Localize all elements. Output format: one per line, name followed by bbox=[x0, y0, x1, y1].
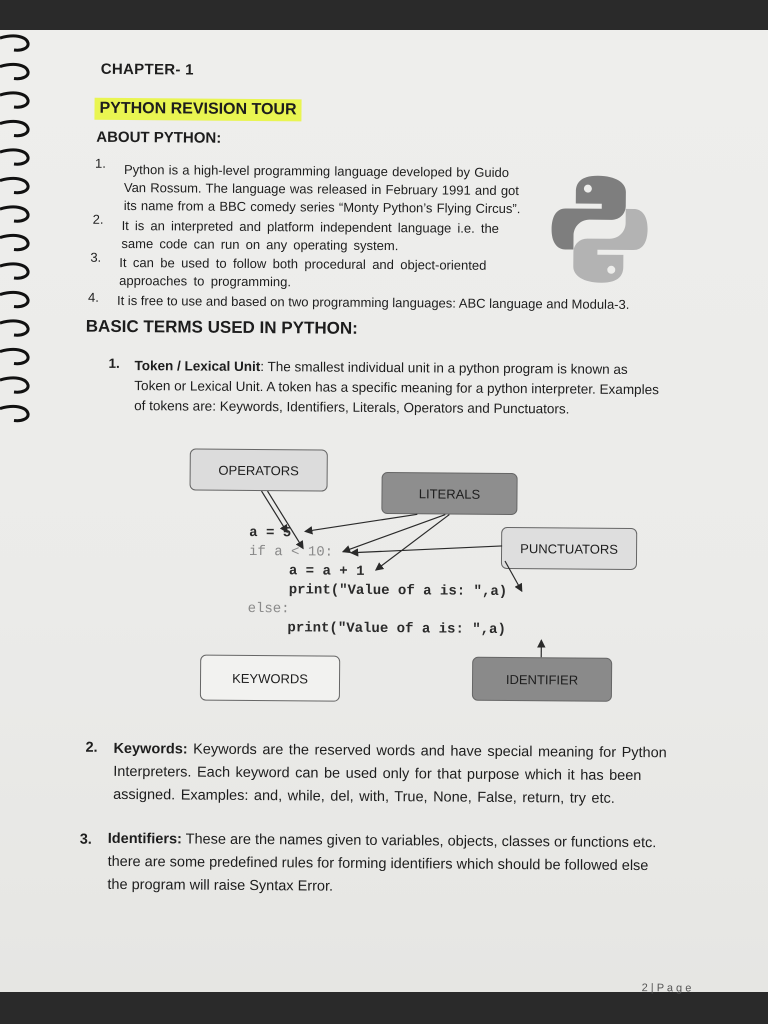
code-line: print("Value of a is: ",a) bbox=[287, 620, 506, 638]
code-line: print("Value of a is: ",a) bbox=[288, 582, 508, 601]
about-heading: ABOUT PYTHON: bbox=[96, 128, 222, 147]
page-title: PYTHON REVISION TOUR bbox=[94, 98, 301, 122]
term-number: 2. bbox=[85, 739, 98, 756]
term-line: there are some predefined rules for forming identifiers which should be followed else bbox=[107, 853, 649, 875]
term-line: Interpreters. Each keyword can be used only for that purpose which it has been bbox=[113, 763, 642, 785]
about-line: same code can run on any operating system. bbox=[121, 235, 399, 254]
term-keywords bbox=[113, 738, 667, 811]
term-text: Keywords are the reserved words and have special meaning for Python bbox=[187, 741, 667, 762]
arrow-operators-assign bbox=[261, 491, 287, 532]
code-line: else: bbox=[247, 600, 290, 618]
about-line: Van Rossum. The language was released in February 1991 and got bbox=[123, 179, 519, 199]
term-line: of tokens are: Keywords, Identifiers, Literals, Operators and Punctuators. bbox=[134, 398, 570, 417]
about-item-number: 1. bbox=[95, 155, 106, 171]
chapter-label: CHAPTER- 1 bbox=[100, 60, 194, 79]
about-item-number: 3. bbox=[90, 249, 102, 265]
about-item-number: 2. bbox=[92, 211, 104, 227]
identifier-box: IDENTIFIER bbox=[472, 657, 612, 702]
code-line: a = 5 bbox=[249, 524, 292, 542]
term-line: the program will raise Syntax Error. bbox=[107, 876, 334, 895]
term-text: : The smallest individual unit in a python program is known as bbox=[260, 359, 628, 377]
arrow-punct-colon bbox=[351, 545, 502, 554]
arrow-literals-10 bbox=[343, 514, 445, 553]
keywords-box: KEYWORDS bbox=[200, 655, 340, 702]
term-label: Token / Lexical Unit bbox=[134, 358, 261, 375]
term-line: Token or Lexical Unit. A token has a specific meaning for a python interpreter. Examples bbox=[134, 378, 659, 398]
operators-box: OPERATORS bbox=[190, 449, 328, 492]
about-line: It is an interpreted and platform independent language i.e. the bbox=[121, 217, 500, 236]
term-identifiers bbox=[107, 828, 656, 901]
arrow-punct-quote bbox=[505, 561, 522, 591]
arrow-literals-5 bbox=[305, 513, 417, 532]
page-number: 2 | P a g e bbox=[641, 982, 692, 995]
code-line: if a < 10: bbox=[248, 543, 334, 561]
arrow-operators-less bbox=[267, 491, 303, 548]
term-label: Identifiers: bbox=[107, 830, 182, 848]
punctuators-box: PUNCTUATORS bbox=[501, 527, 637, 570]
about-line: It is free to use and based on two programming languages: ABC language and Modula-3. bbox=[116, 292, 630, 312]
about-line: approaches to programming. bbox=[119, 272, 292, 290]
code-line: a = a + 1 bbox=[288, 563, 365, 580]
literals-box: LITERALS bbox=[381, 472, 517, 515]
about-item-number: 4. bbox=[87, 289, 99, 305]
about-line: Python is a high-level programming language developed by Guido bbox=[123, 161, 510, 181]
about-line: its name from a BBC comedy series “Monty Python’s Flying Circus”. bbox=[123, 197, 521, 217]
term-line: assigned. Examples: and, while, del, with, True, None, False, return, try etc. bbox=[113, 786, 615, 807]
term-text: These are the names given to variables, objects, classes or functions etc. bbox=[181, 831, 657, 852]
term-label: Keywords: bbox=[113, 740, 188, 758]
notebook-page bbox=[0, 30, 768, 995]
page-content bbox=[0, 27, 768, 995]
term-number: 1. bbox=[108, 355, 120, 371]
about-line: It can be used to follow both procedural and object-oriented bbox=[119, 254, 487, 273]
basic-terms-heading: BASIC TERMS USED IN PYTHON: bbox=[85, 316, 358, 338]
arrow-literals-1 bbox=[376, 514, 449, 571]
term-number: 3. bbox=[79, 831, 92, 848]
